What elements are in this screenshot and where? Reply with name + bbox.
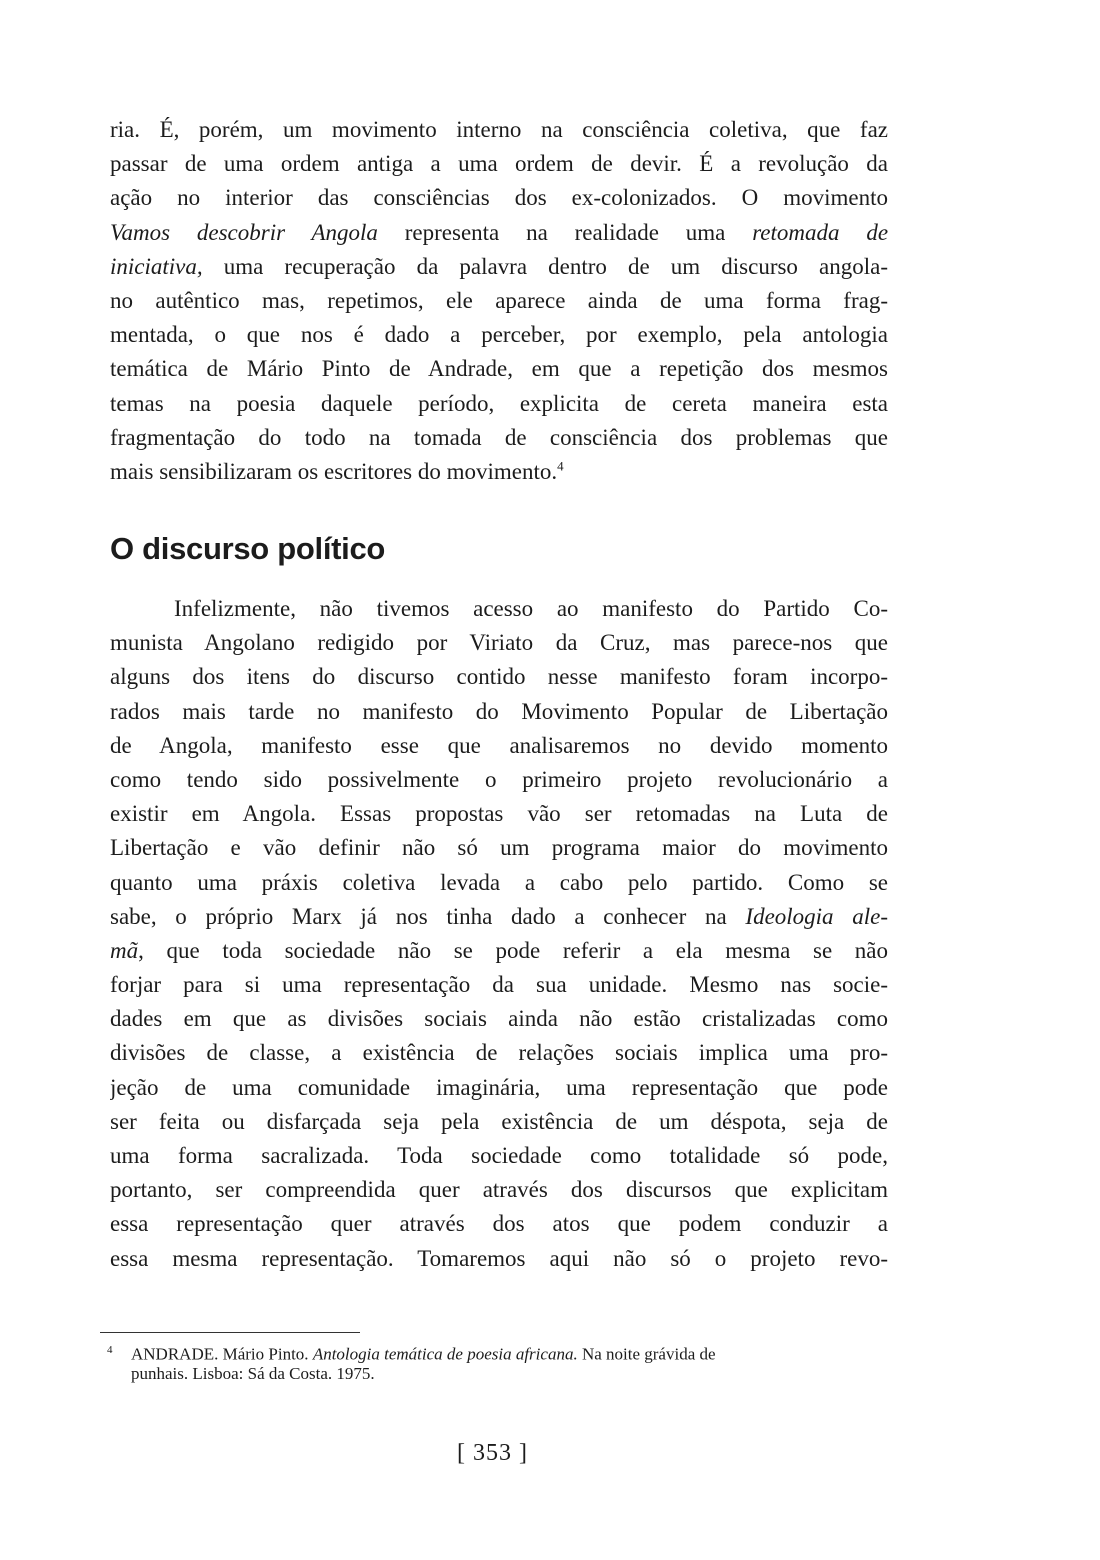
footnote-line bbox=[107, 1338, 889, 1362]
page-number: [ 353 ] bbox=[457, 1440, 528, 1466]
text-line: rados mais tarde no manifesto do Movimento Popular de Libertação bbox=[110, 698, 888, 724]
italic-phrase: retomada de bbox=[752, 219, 888, 245]
text-line: ser feita ou disfarçada seja pela existência de um déspota, seja de bbox=[110, 1108, 888, 1134]
text-line: ria. É, porém, um movimento interno na consciência coletiva, que faz bbox=[110, 117, 888, 142]
text-line: temas na poesia daquele período, explicita de cereta maneira esta bbox=[110, 390, 888, 416]
italic-title: Vamos descobrir Angola bbox=[110, 219, 378, 245]
footnote-title: Antologia temática de poesia africana. bbox=[312, 1344, 578, 1364]
text-segment: sabe, o próprio Marx já nos tinha dado a conhecer na bbox=[110, 903, 727, 929]
footnote-divider bbox=[100, 1332, 360, 1333]
text-line: alguns dos itens do discurso contido nesse manifesto foram incorpo- bbox=[110, 664, 888, 690]
text-line: passar de uma ordem antiga a uma ordem de devir. É a revolução da bbox=[110, 151, 888, 177]
text-line bbox=[110, 455, 888, 489]
text-line: forjar para si uma representação da sua unidade. Mesmo nas socie- bbox=[110, 972, 888, 998]
text-segment: uma recuperação da palavra dentro de um discurso angola- bbox=[223, 253, 888, 279]
text-segment: , que toda sociedade não se pode referir a ela mesma se não bbox=[138, 937, 888, 963]
text-line bbox=[110, 934, 888, 968]
text-line: no autêntico mas, repetimos, ele aparece ainda de uma forma frag- bbox=[110, 287, 888, 313]
text-line: Libertação e vão definir não só um programa maior do movimento bbox=[110, 835, 888, 861]
text-line: como tendo sido possivelmente o primeiro projeto revolucionário a bbox=[110, 766, 888, 792]
text-line: dades em que as divisões sociais ainda não estão cristalizadas como bbox=[110, 1006, 888, 1032]
footnote-author: ANDRADE. Mário Pinto. bbox=[131, 1344, 309, 1364]
body-paragraph-1 bbox=[110, 113, 888, 489]
text-segment: mais sensibilizaram os escritores do movimento. bbox=[110, 458, 558, 484]
italic-phrase: iniciativa, bbox=[110, 253, 203, 279]
text-line bbox=[110, 900, 888, 934]
text-line: divisões de classe, a existência de relações sociais implica uma pro- bbox=[110, 1040, 888, 1066]
text-line: temática de Mário Pinto de Andrade, em que a repetição dos mesmos bbox=[110, 356, 888, 382]
body-paragraph-2 bbox=[110, 592, 888, 1276]
text-line bbox=[110, 216, 888, 250]
italic-title: mã bbox=[110, 937, 139, 963]
text-line: essa representação quer através dos atos que podem conduzir a bbox=[110, 1211, 888, 1237]
footnote-line: punhais. Lisboa: Sá da Costa. 1975. bbox=[131, 1364, 375, 1383]
footnote-number: 4 bbox=[107, 1344, 113, 1356]
text-line: munista Angolano redigido por Viriato da Cruz, mas parece-nos que bbox=[110, 630, 888, 656]
italic-title: Ideologia ale- bbox=[745, 903, 888, 929]
text-line: quanto uma práxis coletiva levada a cabo pelo partido. Como se bbox=[110, 869, 888, 895]
text-line: fragmentação do todo na tomada de consciência dos problemas que bbox=[110, 424, 888, 450]
footnote-text: Na noite grávida de bbox=[581, 1344, 716, 1364]
text-line bbox=[110, 250, 888, 284]
footnote-reference: 4 bbox=[557, 458, 564, 474]
text-line: Infelizmente, não tivemos acesso ao manifesto do Partido Co- bbox=[174, 596, 888, 621]
text-line: ação no interior das consciências dos ex-colonizados. O movimento bbox=[110, 185, 888, 211]
text-line: jeção de uma comunidade imaginária, uma representação que pode bbox=[110, 1074, 888, 1100]
text-line: portanto, ser compreendida quer através dos discursos que explicitam bbox=[110, 1177, 888, 1203]
text-line: de Angola, manifesto esse que analisaremos no devido momento bbox=[110, 732, 888, 758]
text-segment: representa na realidade uma bbox=[404, 219, 726, 245]
text-line: mentada, o que nos é dado a perceber, por exemplo, pela antologia bbox=[110, 322, 888, 348]
text-line: uma forma sacralizada. Toda sociedade como totalidade só pode, bbox=[110, 1143, 888, 1168]
section-heading: O discurso político bbox=[110, 531, 386, 566]
text-line: existir em Angola. Essas propostas vão ser retomadas na Luta de bbox=[110, 801, 888, 827]
footnote bbox=[107, 1338, 889, 1386]
text-line: essa mesma representação. Tomaremos aqui não só o projeto revo- bbox=[110, 1245, 888, 1271]
